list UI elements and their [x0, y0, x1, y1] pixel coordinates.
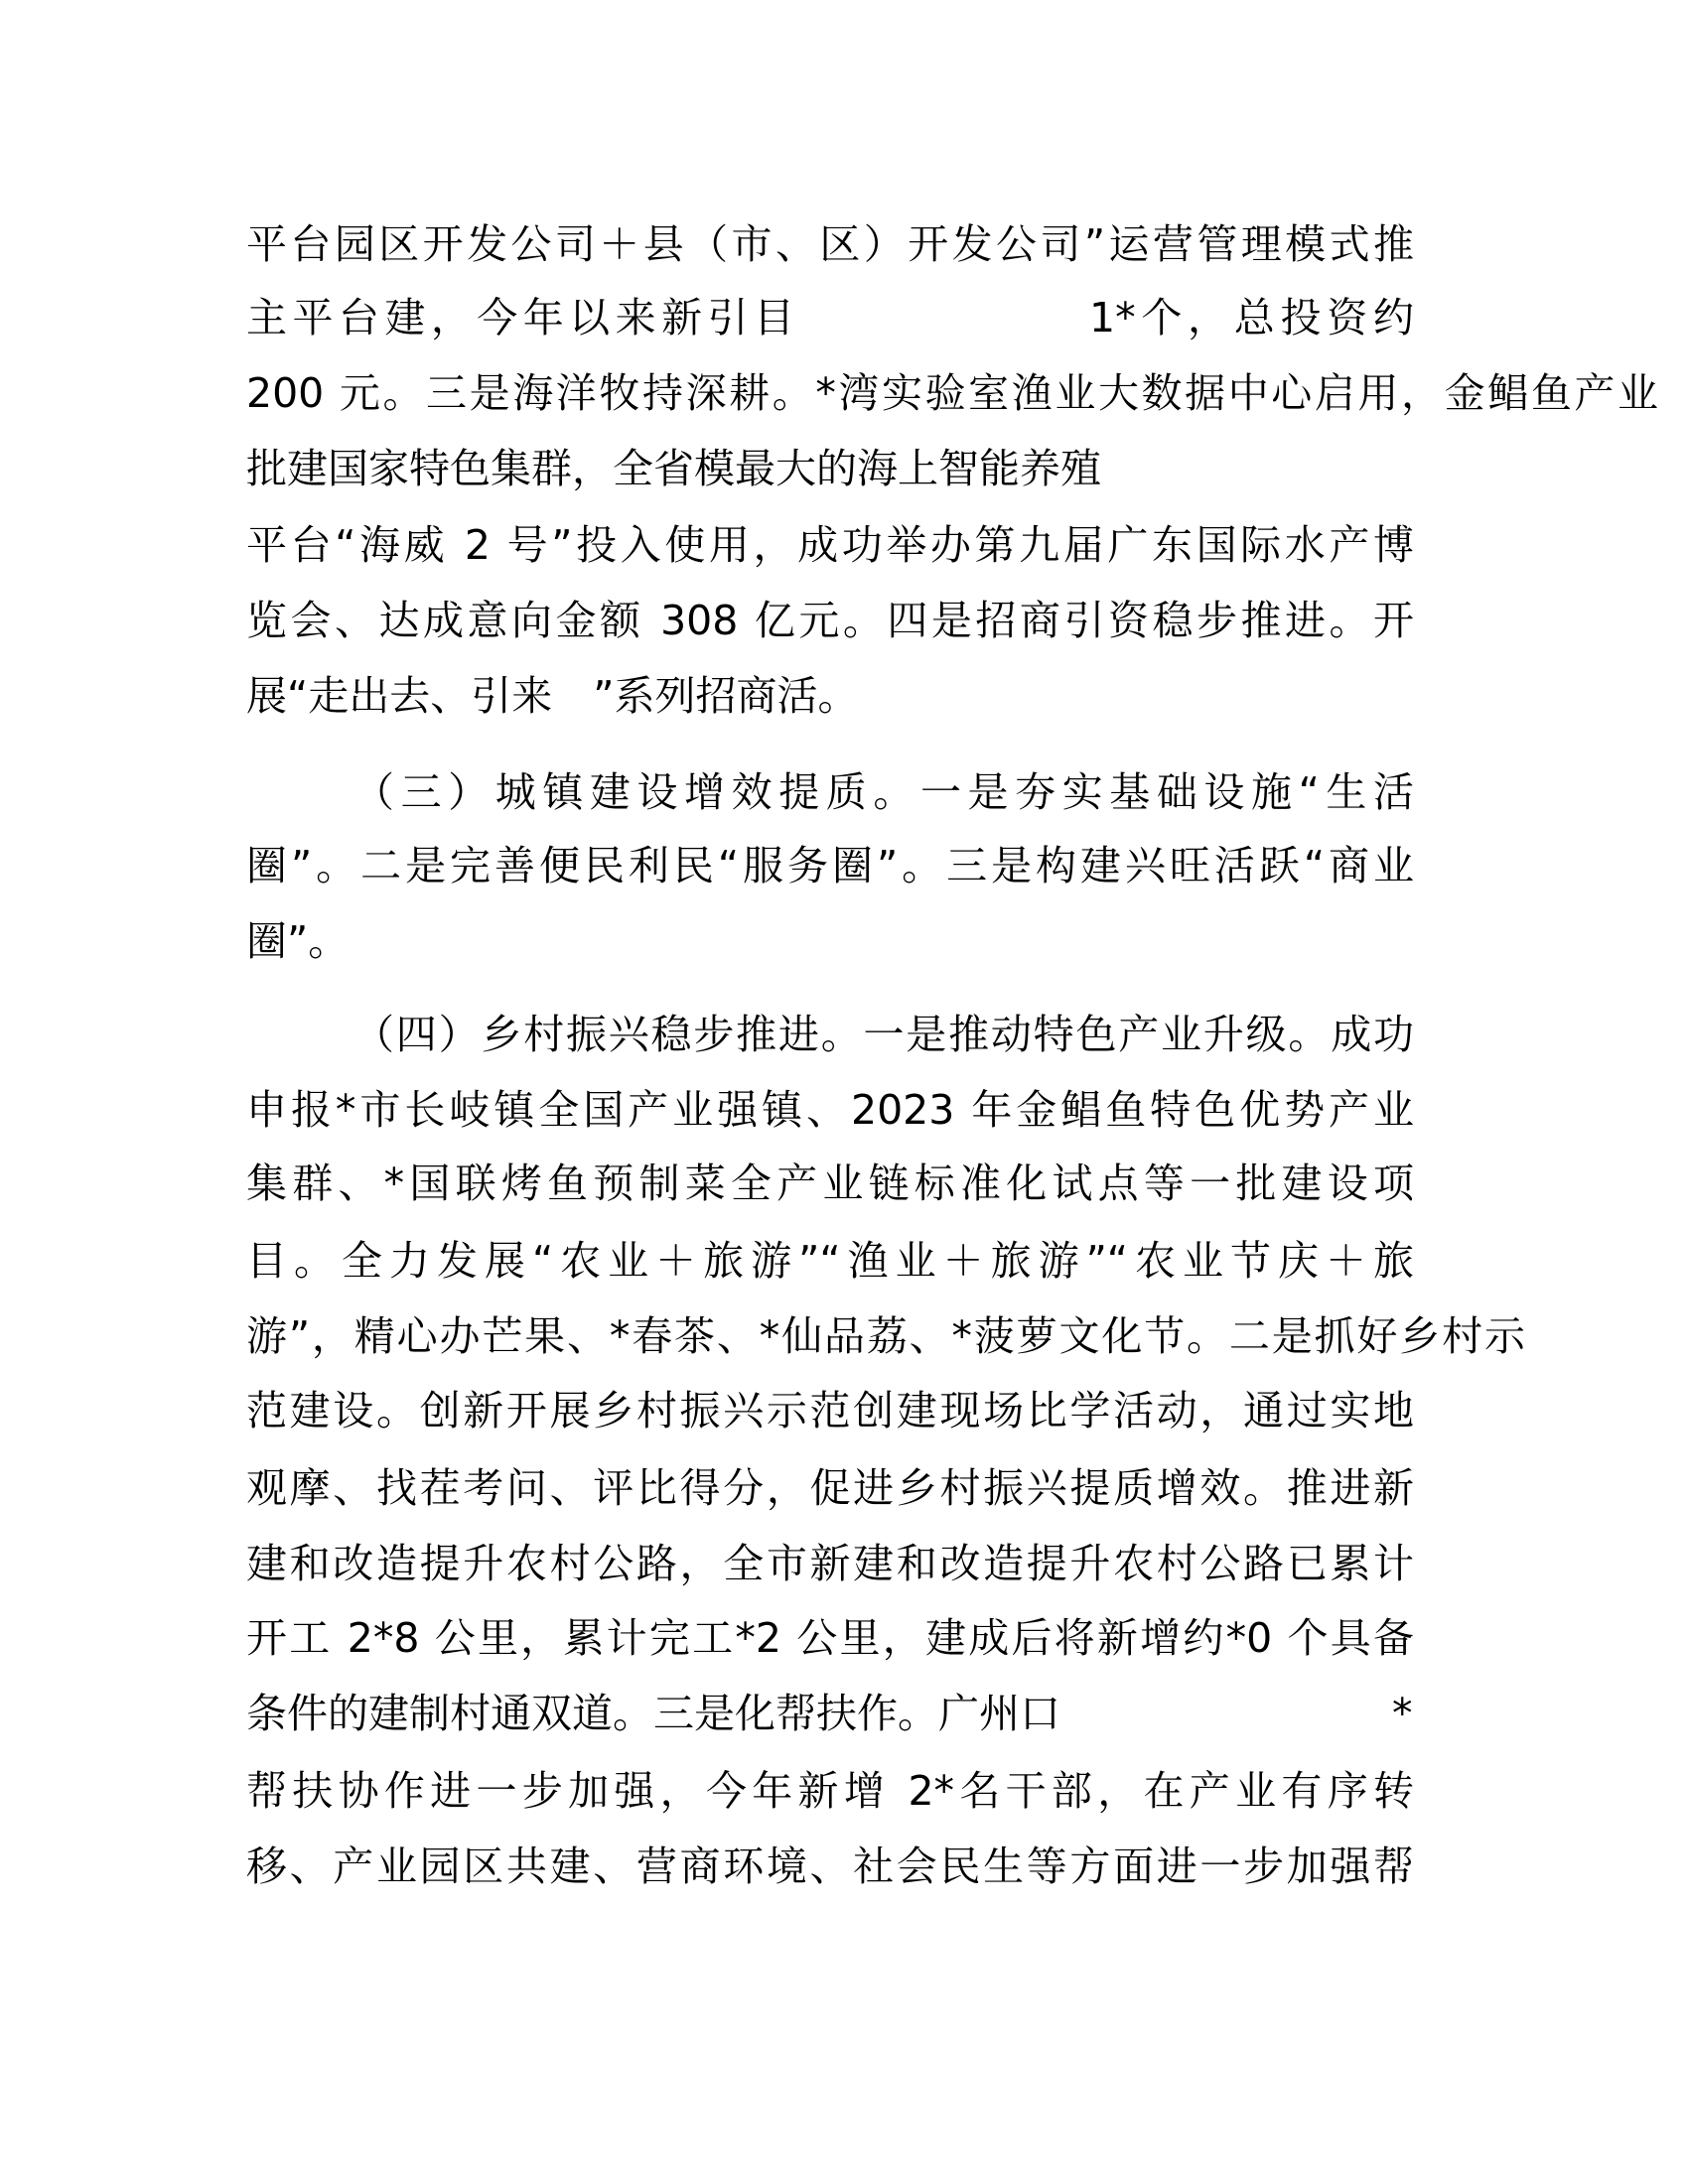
text-line: 集群、*国联烤鱼预制菜全产业链标准化试点等一批建设项 — [246, 1160, 1414, 1207]
text-line: 200 元。三是海洋牧持深耕。*湾实验室渔业大数据中心启用，金鲳鱼产业 — [246, 369, 1658, 417]
text-line: 移、产业园区共建、营商环境、社会民生等方面进一步加强帮 — [246, 1843, 1414, 1890]
text-line: 圈”。 — [246, 917, 350, 965]
text-line: * — [1392, 1690, 1413, 1737]
text-line: 览会、达成意向金额 308 亿元。四是招商引资稳步推进。开 — [246, 597, 1414, 644]
text-line: 范建设。创新开展乡村振兴示范创建现场比学活动，通过实地 — [246, 1387, 1414, 1434]
text-line: 批建国家特色集群，全省模最大的海上智能养殖 — [246, 445, 1101, 492]
text-line: 1*个，总投资约 — [1089, 294, 1414, 341]
paragraph-heading: （四）乡村振兴稳步推进。一是推动特色产业升级。成功 — [353, 1011, 1414, 1058]
text-line: 申报*市长岐镇全国产业强镇、2023 年金鲳鱼特色优势产业 — [246, 1086, 1414, 1134]
text-line: 主平台建，今年以来新引目 — [246, 294, 794, 341]
text-line: 圈”。二是完善便民利民“服务圈”。三是构建兴旺活跃“商业 — [246, 842, 1414, 889]
text-line: 条件的建制村通双道。三是化帮扶作。广州口 — [246, 1690, 1060, 1737]
text-line: 平台“海威 2 号”投入使用，成功举办第九届广东国际水产博 — [246, 521, 1414, 569]
text-line: 展“走出去、引来 ”系列招商活。 — [246, 672, 859, 720]
text-line: 帮扶协作进一步加强，今年新增 2*名干部，在产业有序转 — [246, 1767, 1414, 1815]
text-line: 游”，精心办芒果、*春茶、*仙品荔、*菠萝文化节。二是抓好乡村示 — [246, 1312, 1525, 1360]
text-line: 目。全力发展“农业＋旅游”“渔业＋旅游”“农业节庆＋旅 — [246, 1237, 1414, 1285]
text-line: 观摩、找茬考问、评比得分，促进乡村振兴提质增效。推进新 — [246, 1464, 1414, 1512]
paragraph-heading: （三）城镇建设增效提质。一是夯实基础设施“生活 — [353, 768, 1414, 816]
text-line: 建和改造提升农村公路，全市新建和改造提升农村公路已累计 — [246, 1540, 1414, 1587]
text-line: 平台园区开发公司＋县（市、区）开发公司”运营管理模式推 — [246, 220, 1414, 268]
text-line: 开工 2*8 公里，累计完工*2 公里，建成后将新增约*0 个具备 — [246, 1614, 1414, 1662]
